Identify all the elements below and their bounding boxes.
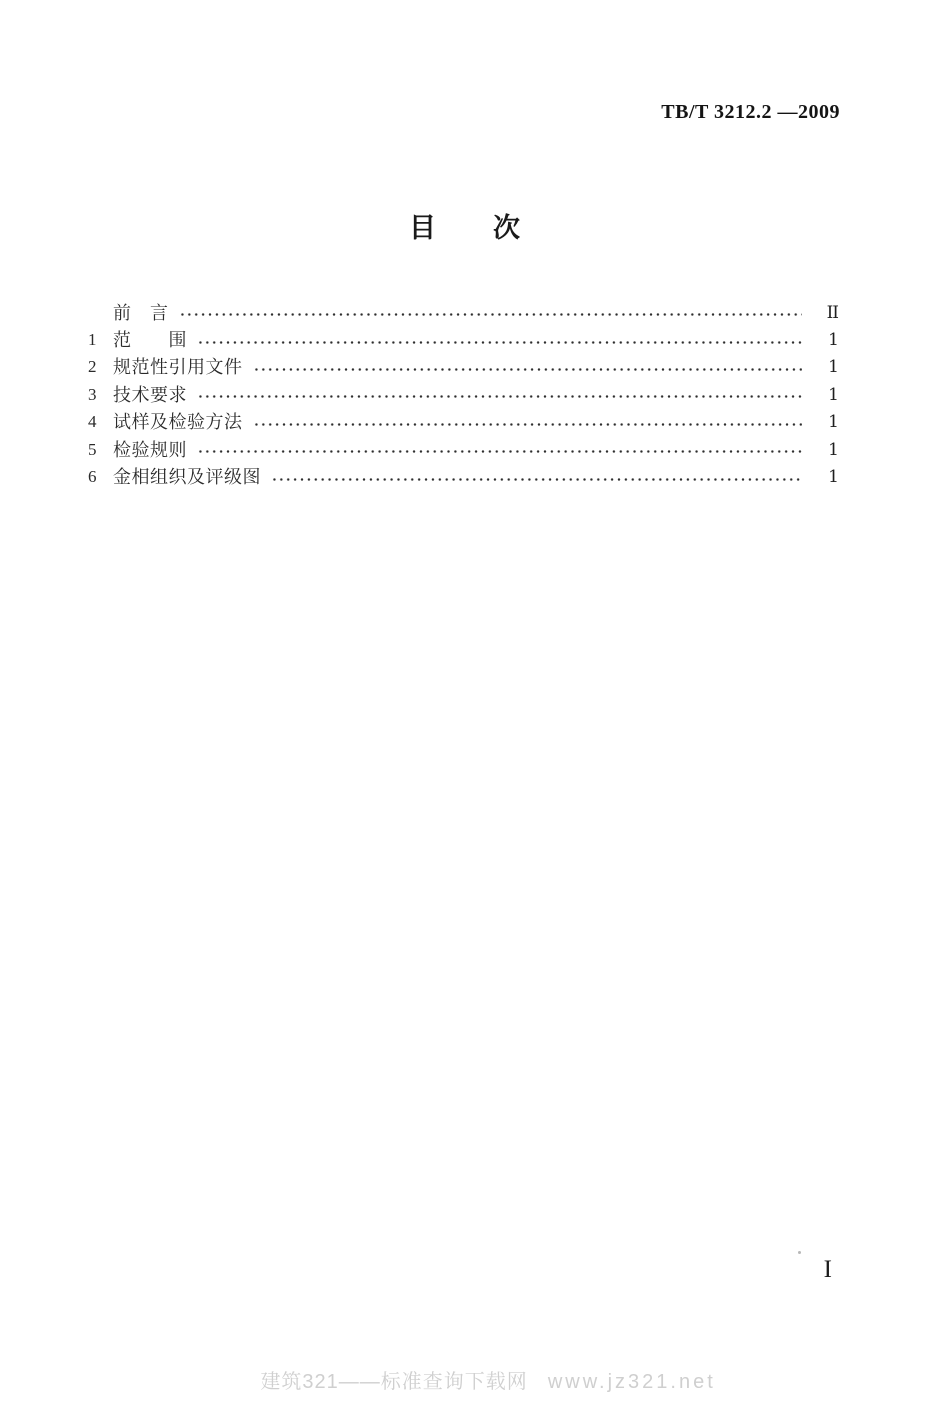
toc-entry-page: 1 xyxy=(828,412,838,433)
toc-entry-label: 试样及检验方法 xyxy=(113,412,243,433)
dot-leader xyxy=(197,450,802,453)
toc-entry-number: 3 xyxy=(88,384,97,404)
toc-entry-number: 5 xyxy=(88,439,97,459)
scan-artifact-dot xyxy=(798,1251,801,1254)
toc-entry-page: II xyxy=(826,302,838,323)
dot-leader xyxy=(253,423,803,426)
toc-entry-label: 检验规则 xyxy=(113,439,187,460)
standard-number: TB/T 3212.2 —2009 xyxy=(661,101,840,123)
toc-entry xyxy=(88,381,838,408)
toc-entry-label: 技术要求 xyxy=(113,384,187,405)
toc-entry xyxy=(88,409,838,436)
toc-entry-number: 1 xyxy=(88,330,97,350)
dot-leader xyxy=(271,478,802,481)
toc-entry-label: 规范性引用文件 xyxy=(113,357,243,378)
watermark-site-url: www.jz321.net xyxy=(547,1371,716,1393)
watermark-site-name: 建筑321——标准查询下载网 xyxy=(260,1371,528,1393)
toc-entry xyxy=(88,326,838,353)
toc-entry-label: 范 围 xyxy=(113,330,187,351)
toc-entry-page: 1 xyxy=(828,467,838,488)
toc-entry-number: 6 xyxy=(88,467,97,487)
dot-leader xyxy=(253,368,803,371)
toc-entry-label: 金相组织及评级图 xyxy=(113,467,261,488)
toc-entry xyxy=(88,436,838,463)
page-number: I xyxy=(823,1256,832,1283)
toc-entry xyxy=(88,354,838,381)
dot-leader xyxy=(179,313,803,316)
watermark xyxy=(0,1342,950,1417)
toc-entry-page: 1 xyxy=(828,357,838,378)
dot-leader xyxy=(197,395,802,398)
toc-entry-page: 1 xyxy=(828,330,838,351)
toc-entry-number: 4 xyxy=(88,412,97,432)
toc-entry-page: 1 xyxy=(828,439,838,460)
toc-entry xyxy=(88,463,838,490)
toc-entry-label: 前 言 xyxy=(113,302,169,323)
toc-entry xyxy=(88,299,838,326)
page-title: 目 次 xyxy=(409,213,521,243)
toc-list xyxy=(88,299,838,491)
toc-entry-number: 2 xyxy=(88,357,97,377)
dot-leader xyxy=(197,341,802,344)
toc-entry-page: 1 xyxy=(828,384,838,405)
